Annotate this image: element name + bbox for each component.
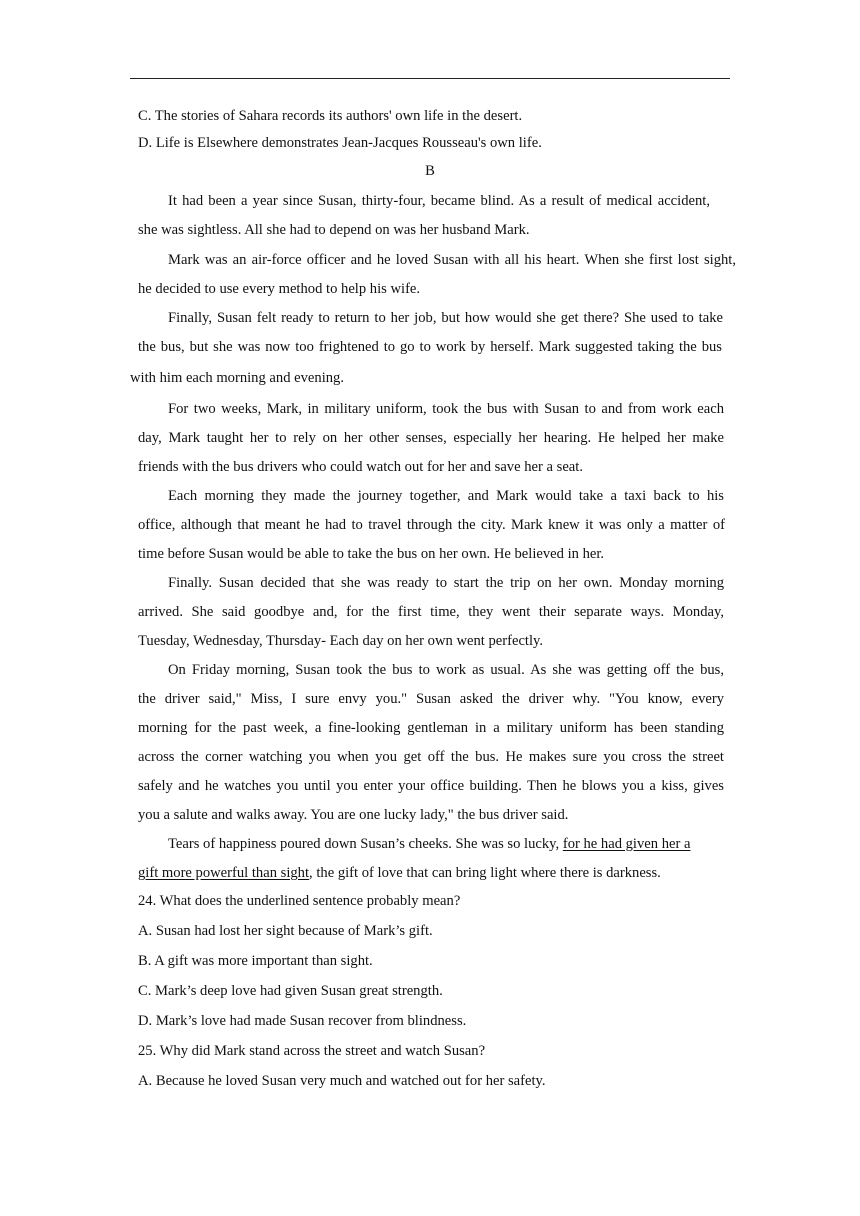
- passage-line: Tuesday, Wednesday, Thursday- Each day on her own went perfectly.: [138, 633, 544, 649]
- passage-line: For two weeks, Mark, in military uniform, took the bus with Susan to and from work each: [168, 401, 724, 417]
- question-24-option-b: B. A gift was more important than sight.: [138, 953, 373, 969]
- passage-line: across the corner watching you when you get off the bus. He makes sure you cross the street: [138, 749, 724, 765]
- passage-line: morning for the past week, a fine-looking gentleman in a military uniform has been standing: [138, 720, 724, 736]
- passage-line: gift more powerful than sight, the gift of love that can bring light where there is darkness.: [138, 865, 661, 881]
- passage-line: safely and he watches you until you enter your office building. Then he blows you a kiss, gives: [138, 778, 724, 794]
- passage-line: Finally, Susan felt ready to return to her job, but how would she get there? She used to take: [168, 310, 723, 326]
- passage-line: time before Susan would be able to take the bus on her own. He believed in her.: [138, 546, 605, 562]
- underlined-sentence: for he had given her a: [562, 836, 691, 852]
- section-label: B: [425, 163, 435, 179]
- question-25-option-a: A. Because he loved Susan very much and watched out for her safety.: [138, 1073, 546, 1089]
- passage-line: Mark was an air-force officer and he loved Susan with all his heart. When she first lost sight,: [168, 252, 736, 268]
- passage-line: arrived. She said goodbye and, for the first time, they went their separate ways. Monday,: [138, 604, 724, 620]
- question-25-stem: 25. Why did Mark stand across the street and watch Susan?: [138, 1043, 486, 1059]
- passage-line: the bus, but she was now too frightened to go to work by herself. Mark suggested taking the bus: [138, 339, 722, 355]
- passage-line: On Friday morning, Susan took the bus to work as usual. As she was getting off the bus,: [168, 662, 724, 678]
- passage-line: It had been a year since Susan, thirty-four, became blind. As a result of medical accident,: [168, 193, 710, 209]
- passage-line: you a salute and walks away. You are one lucky lady," the bus driver said.: [138, 807, 569, 823]
- passage-line: with him each morning and evening.: [130, 370, 344, 386]
- option-d-prev: D. Life is Elsewhere demonstrates Jean-Jacques Rousseau's own life.: [138, 135, 542, 151]
- header-rule: [130, 78, 730, 79]
- passage-line: Each morning they made the journey together, and Mark would take a taxi back to his: [168, 488, 724, 504]
- passage-line: friends with the bus drivers who could watch out for her and save her a seat.: [138, 459, 583, 475]
- passage-line: he decided to use every method to help his wife.: [138, 281, 421, 297]
- question-24-stem: 24. What does the underlined sentence probably mean?: [138, 893, 461, 909]
- question-24-option-c: C. Mark’s deep love had given Susan great strength.: [138, 983, 443, 999]
- option-c-prev: C. The stories of Sahara records its authors' own life in the desert.: [138, 108, 523, 124]
- passage-line: Finally. Susan decided that she was ready to start the trip on her own. Monday morning: [168, 575, 724, 591]
- underlined-sentence: gift more powerful than sight: [138, 865, 310, 881]
- passage-line: Tears of happiness poured down Susan’s cheeks. She was so lucky, for he had given her a: [168, 836, 691, 852]
- passage-line: the driver said," Miss, I sure envy you." Susan asked the driver why. "You know, every: [138, 691, 724, 707]
- question-24-option-a: A. Susan had lost her sight because of Mark’s gift.: [138, 923, 433, 939]
- passage-line: she was sightless. All she had to depend on was her husband Mark.: [138, 222, 530, 238]
- passage-line: day, Mark taught her to rely on her other senses, especially her hearing. He helped her make: [138, 430, 724, 446]
- passage-line: office, although that meant he had to travel through the city. Mark knew it was only a matter of: [138, 517, 725, 533]
- question-24-option-d: D. Mark’s love had made Susan recover from blindness.: [138, 1013, 467, 1029]
